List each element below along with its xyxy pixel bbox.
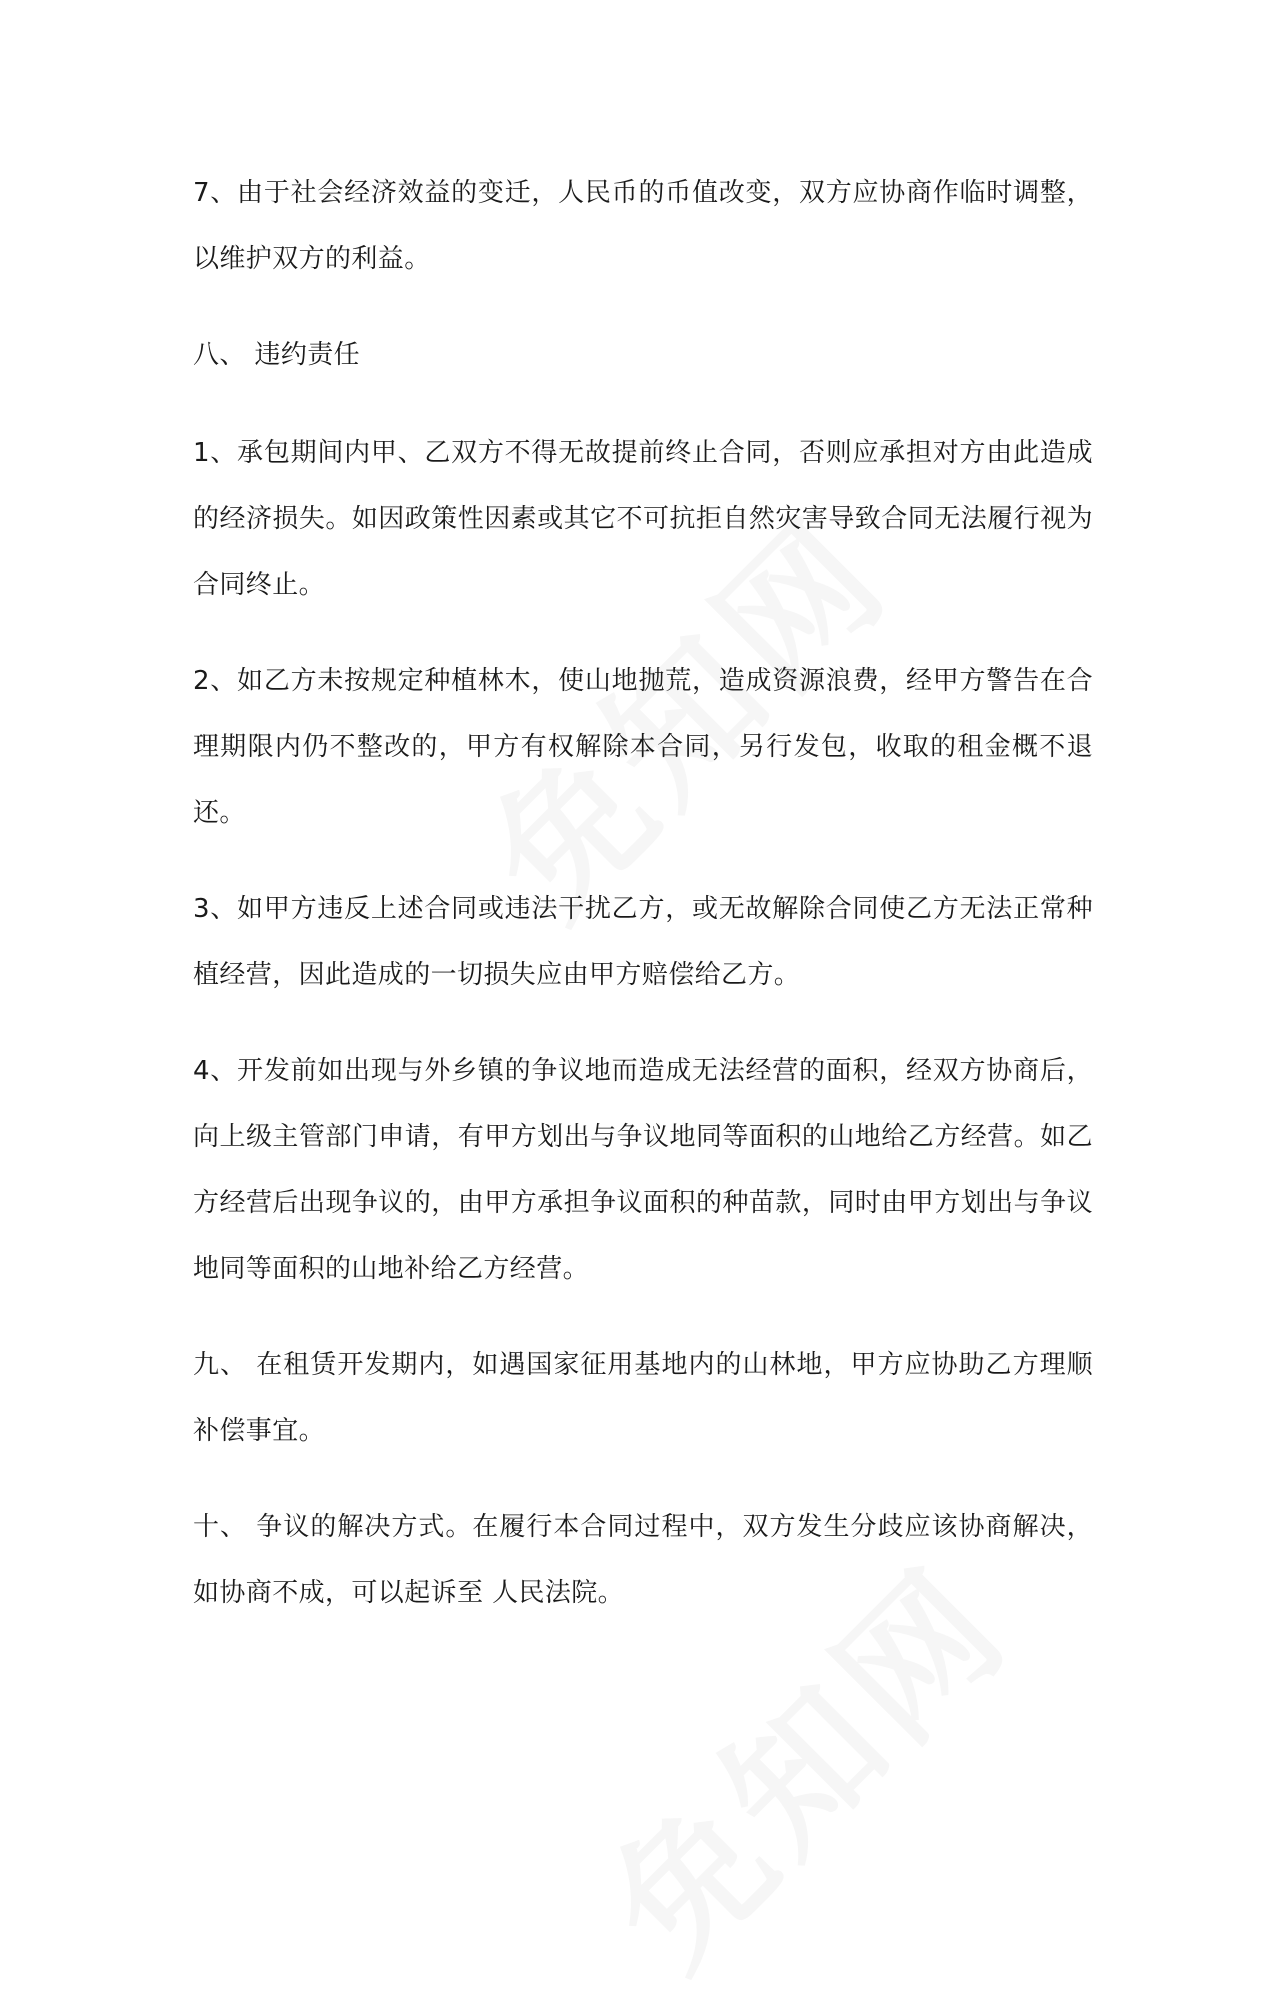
clause-8-2: 2、如乙方未按规定种植林木，使山地抛荒，造成资源浪费，经甲方警告在合理期限内仍不整改的，甲方有权解除本合同，另行发包，收取的租金概不退还。 [193, 666, 1093, 828]
clause-8-4: 4、开发前如出现与外乡镇的争议地而造成无法经营的面积，经双方协商后，向上级主管部门申请，有甲方划出与争议地同等面积的山地给乙方经营。如乙方经营后出现争议的，由甲方承担争议面积的种苗款，同时由甲方划出与争议地同等面积的山地补给乙方经营。 [193, 1056, 1093, 1284]
clause-8-3: 3、如甲方违反上述合同或违法干扰乙方，或无故解除合同使乙方无法正常种植经营，因此造成的一切损失应由甲方赔偿给乙方。 [193, 894, 1093, 990]
clause-7: 7、由于社会经济效益的变迁，人民币的币值改变，双方应协商作临时调整，以维护双方的利益。 [193, 178, 1093, 274]
section-9: 九、 在租赁开发期内，如遇国家征用基地内的山林地，甲方应协助乙方理顺补偿事宜。 [193, 1350, 1093, 1446]
clause-8-1: 1、承包期间内甲、乙双方不得无故提前终止合同，否则应承担对方由此造成的经济损失。如因政策性因素或其它不可抗拒自然灾害导致合同无法履行视为合同终止。 [193, 438, 1093, 600]
document-body [193, 160, 1093, 1656]
section-heading-breach-liability: 八、 违约责任 [193, 340, 361, 370]
section-10: 十、 争议的解决方式。在履行本合同过程中，双方发生分歧应该协商解决，如协商不成，可以起诉至 人民法院。 [193, 1512, 1093, 1608]
